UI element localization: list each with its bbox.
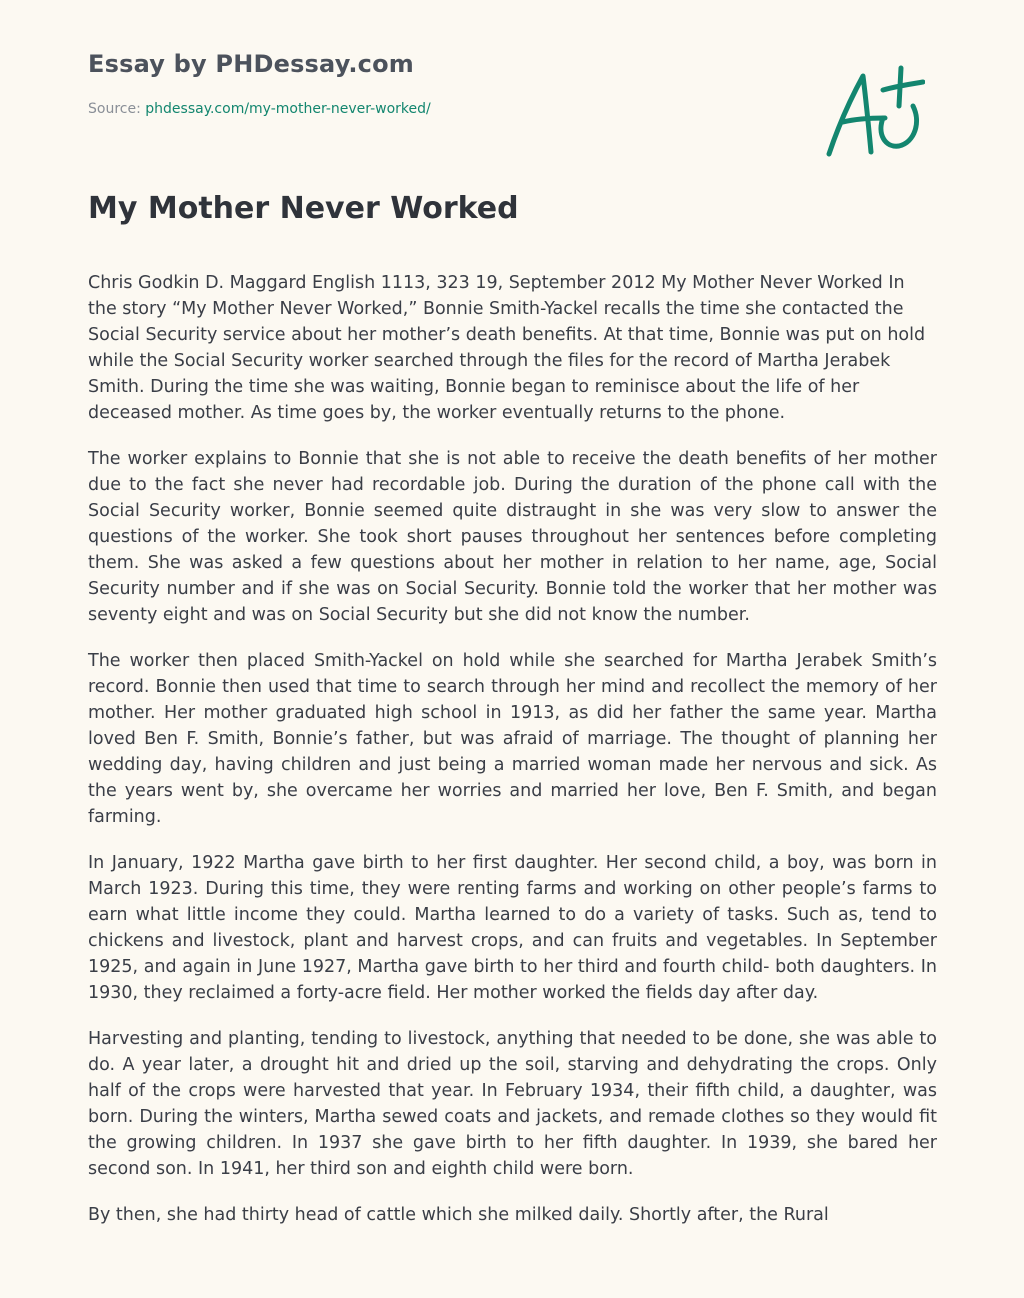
paragraph: The worker then placed Smith-Yackel on hold while she searched for Martha Jerabek Smith’s record. Bonnie then used that time to search through her mind and recollect the memory of her mother. Her mother graduated high school in 1913, as did her father the same year. Martha loved Ben F. Smith, Bonnie’s father, but was afraid of marriage. The thought of planning her wedding day, having children and just being a married woman made her nervous and sick. As the years went by, she overcame her worries and married her love, Ben F. Smith, and began farming. xyxy=(88,651,937,827)
source-link[interactable]: phdessay.com/my-mother-never-worked/ xyxy=(145,101,431,117)
essay-body xyxy=(88,270,937,1248)
source-label: Source: xyxy=(88,101,146,117)
paragraph: By then, she had thirty head of cattle which she milked daily. Shortly after, the Rural xyxy=(88,1205,829,1225)
document-title: My Mother Never Worked xyxy=(88,191,519,226)
paragraph: In January, 1922 Martha gave birth to her first daughter. Her second child, a boy, was born in March 1923. During this time, they were renting farms and working on other people’s farms to earn what little income they could. Martha learned to do a variety of tasks. Such as, tend to chickens and livestock, plant and harvest crops, and can fruits and vegetables. In September 1925, and again in June 1927, Martha gave birth to her third and fourth child- both daughters. In 1930, they reclaimed a forty-acre field. Her mother worked the fields day after day. xyxy=(88,853,937,1003)
a-plus-logo-icon xyxy=(825,62,925,162)
site-title: Essay by PHDessay.com xyxy=(88,50,414,78)
paragraph: Chris Godkin D. Maggard English 1113, 323 19, September 2012 My Mother Never Worked In the story “My Mother Never Worked,” Bonnie Smith-Yackel recalls the time she contacted the Social Security service about her mother’s death benefits. At that time, Bonnie was put on hold while the Social Security worker searched through the files for the record of Martha Jerabek Smith. During the time she was waiting, Bonnie began to reminisce about the life of her deceased mother. As time goes by, the worker eventually returns to the phone. xyxy=(88,273,926,423)
paragraph: Harvesting and planting, tending to livestock, anything that needed to be done, she was able to do. A year later, a drought hit and dried up the soil, starving and dehydrating the crops. Only half of the crops were harvested that year. In February 1934, their fifth child, a daughter, was born. During the winters, Martha sewed coats and jackets, and remade clothes so they would fit the growing children. In 1937 she gave birth to her fifth daughter. In 1939, she bared her second son. In 1941, her third son and eighth child were born. xyxy=(88,1029,937,1179)
source-line xyxy=(88,101,431,117)
paragraph: The worker explains to Bonnie that she is not able to receive the death benefits of her mother due to the fact she never had recordable job. During the duration of the phone call with the Social Security worker, Bonnie seemed quite distraught in she was very slow to answer the questions of the worker. She took short pauses throughout her sentences before completing them. She was asked a few questions about her mother in relation to her name, age, Social Security number and if she was on Social Security. Bonnie told the worker that her mother was seventy eight and was on Social Security but she did not know the number. xyxy=(88,449,937,625)
